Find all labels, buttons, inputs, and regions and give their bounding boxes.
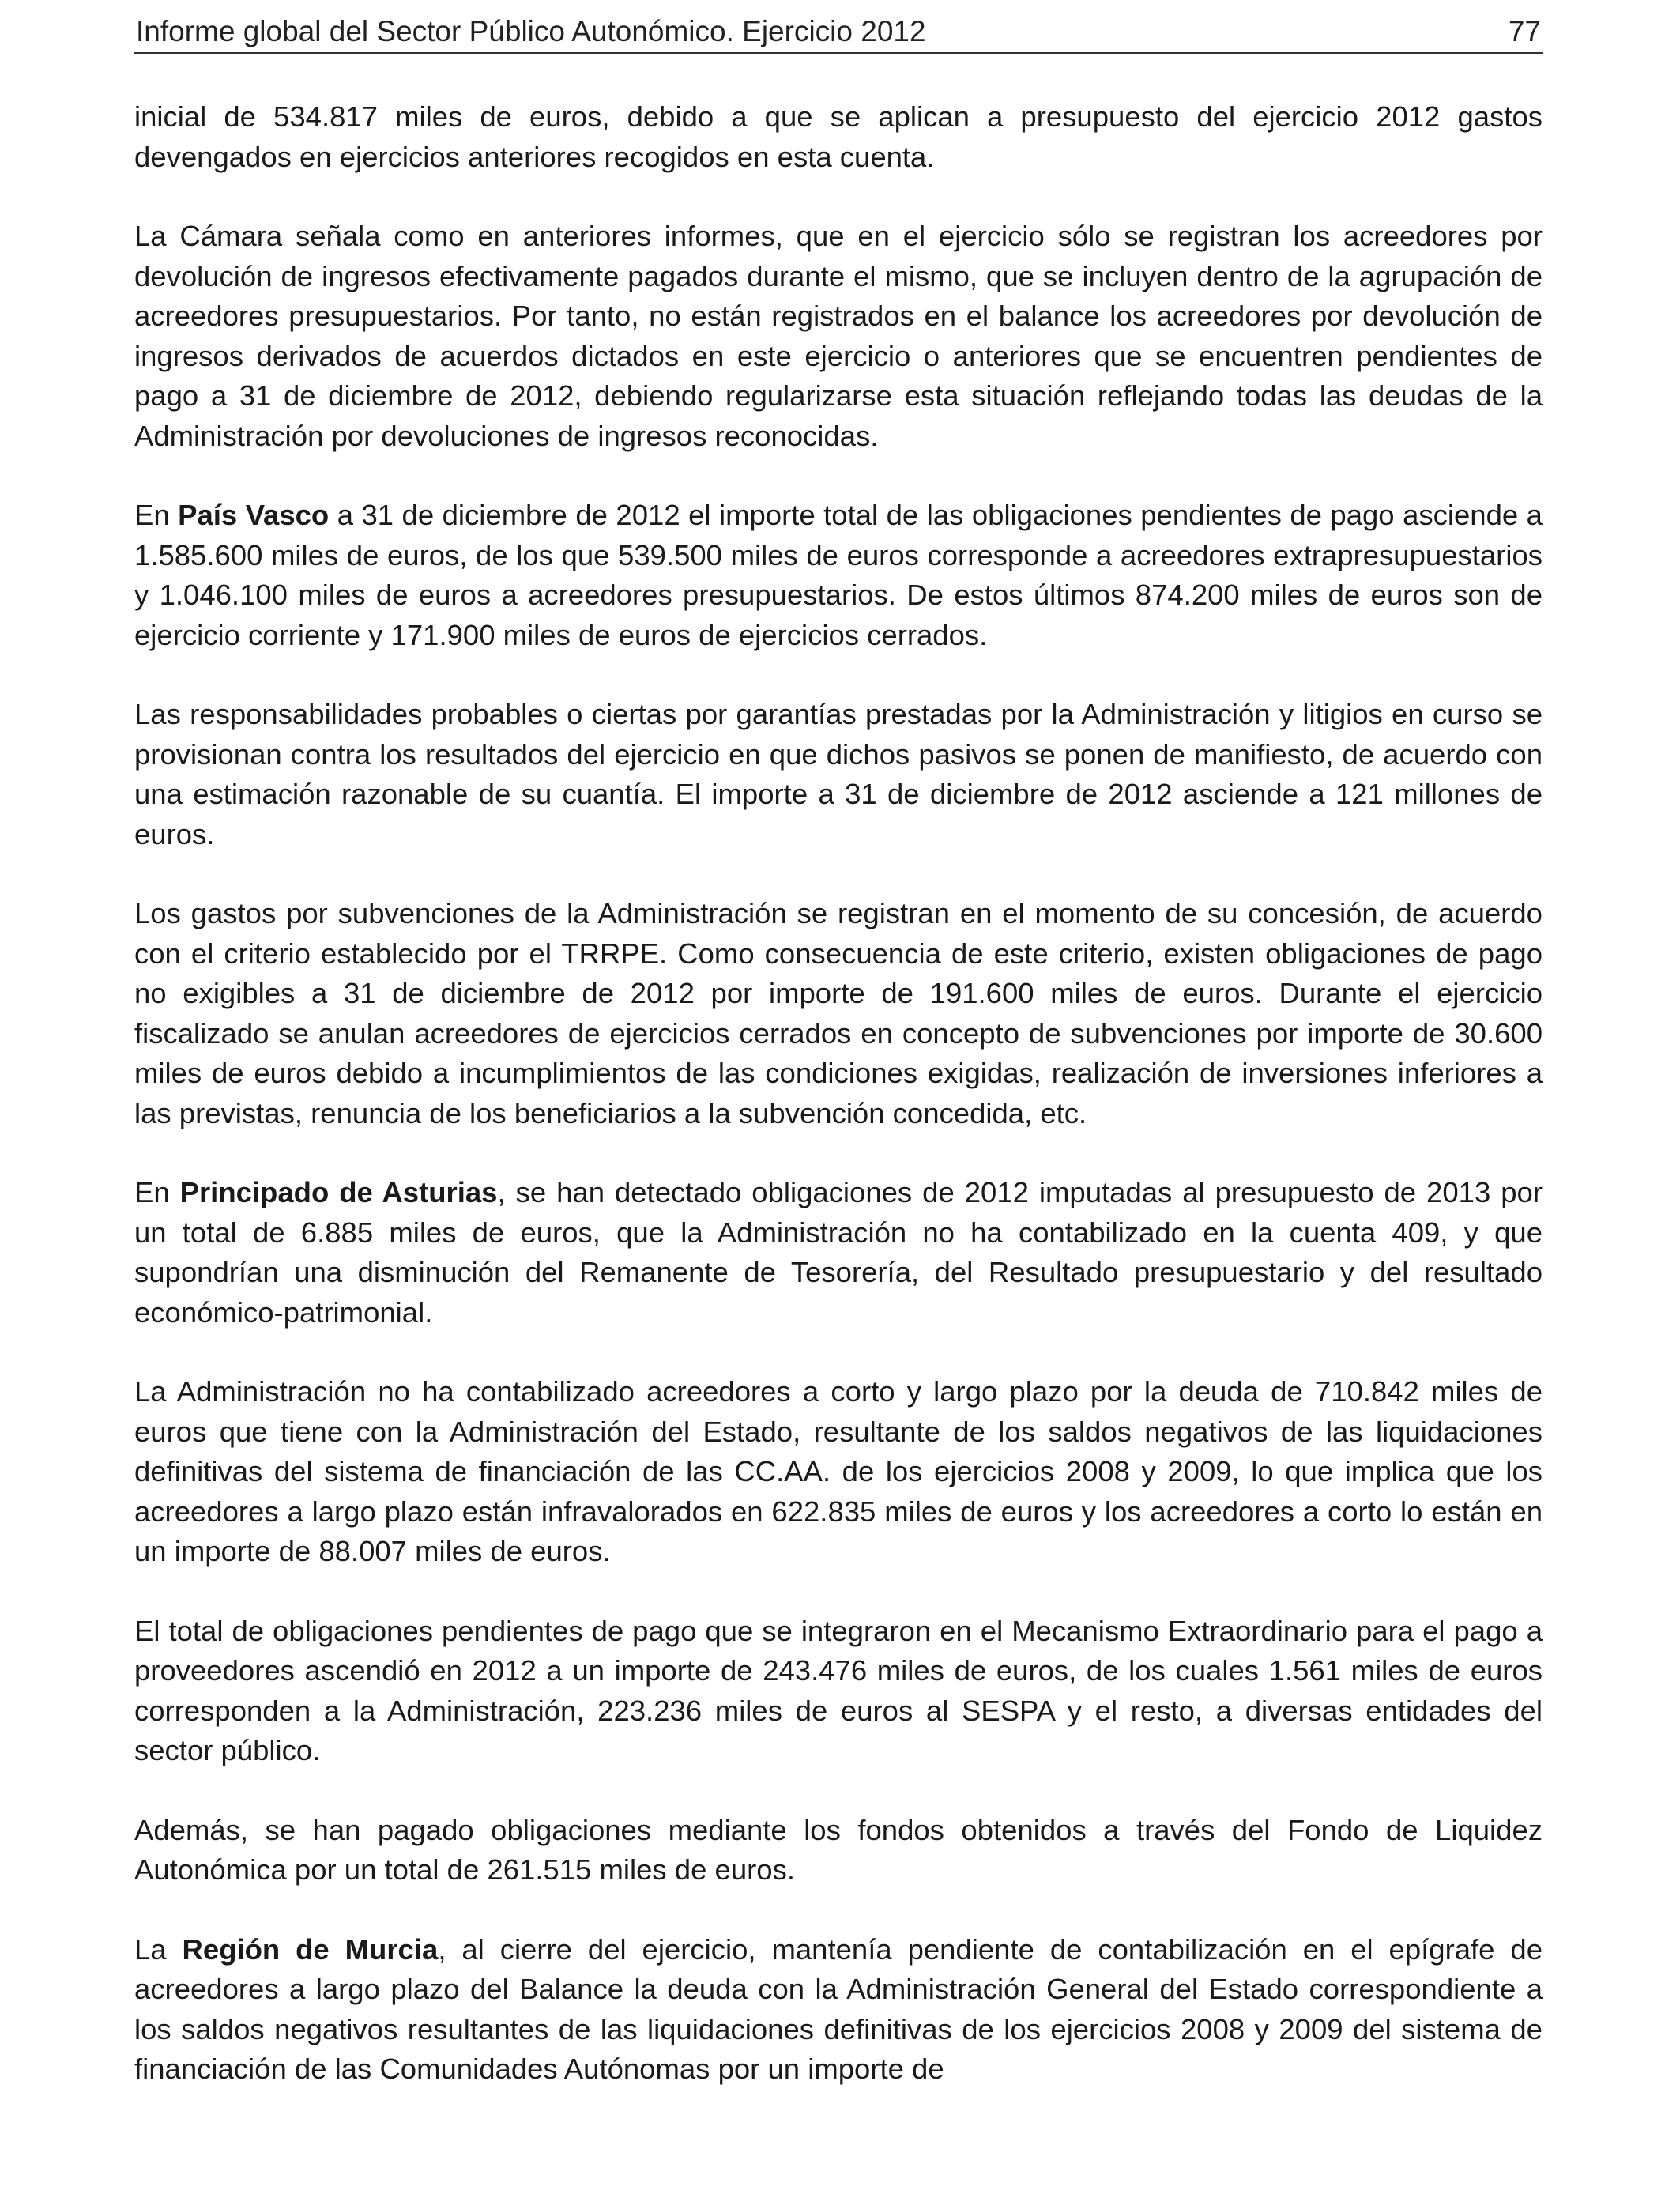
- paragraph-rest: a 31 de diciembre de 2012 el importe total de las obligaciones pendientes de pago asciende a 1.585.600 miles de euros, de los que 539.500 miles de euros corresponde a acreedores extrapresupuestarios y 1.046.100 miles de euros a acreedores presupuestarios. De estos últimos 874.200 miles de euros son de ejercicio corriente y 171.900 miles de euros de ejercicios cerrados.: [134, 499, 1543, 651]
- paragraph-prefix: En: [134, 1176, 180, 1208]
- paragraph-4: Las responsabilidades probables o ciertas por garantías prestadas por la Administración y litigios en curso se provisionan contra los resultados del ejercicio en que dichos pasivos se ponen de manifiesto, de acuerdo con una estimación razonable de su cuantía. El importe a 31 de diciembre de 2012 asciende a 121 millones de euros.: [134, 698, 1543, 850]
- body-text: [134, 97, 1543, 2090]
- region-name-pais-vasco: País Vasco: [178, 499, 330, 531]
- paragraph-9: Además, se han pagado obligaciones mediante los fondos obtenidos a través del Fondo de Liquidez Autonómica por un total de 261.515 miles de euros.: [134, 1813, 1543, 1886]
- document-page: [134, 0, 1543, 2129]
- region-name-asturias: Principado de Asturias: [179, 1176, 498, 1208]
- paragraph-2: La Cámara señala como en anteriores informes, que en el ejercicio sólo se registran los acreedores por devolución de ingresos efectivamente pagados durante el mismo, que se incluyen dentro de la agrupación de acreedores presupuestarios. Por tanto, no están registrados en el balance los acreedores por devolución de ingresos derivados de acuerdos dictados en este ejercicio o anteriores que se encuentren pendientes de pago a 31 de diciembre de 2012, debiendo regularizarse esta situación reflejando todas las deudas de la Administración por devoluciones de ingresos reconocidas.: [134, 220, 1543, 452]
- paragraph-7: La Administración no ha contabilizado acreedores a corto y largo plazo por la deuda de 710.842 miles de euros que tiene con la Administración del Estado, resultante de los saldos negativos de las liquidaciones definitivas del sistema de financiación de las CC.AA. de los ejercicios 2008 y 2009, lo que implica que los acreedores a largo plazo están infravalorados en 622.835 miles de euros y los acreedores a corto lo están en un importe de 88.007 miles de euros.: [134, 1375, 1543, 1567]
- paragraph-prefix: En: [134, 499, 179, 531]
- region-name-murcia: Región de Murcia: [182, 1932, 439, 1966]
- paragraph-1: inicial de 534.817 miles de euros, debido a que se aplican a presupuesto del ejercicio 2012 gastos devengados en ejercicios anteriores recogidos en esta cuenta.: [134, 100, 1543, 173]
- paragraph-5: Los gastos por subvenciones de la Administración se registran en el momento de su concesión, de acuerdo con el criterio establecido por el TRRPE. Como consecuencia de este criterio, existen obligaciones de pago no exigibles a 31 de diciembre de 2012 por importe de 191.600 miles de euros. Durante el ejercicio fiscalizado se anulan acreedores de ejercicios cerrados en concepto de subvenciones por importe de 30.600 miles de euros debido a incumplimientos de las condiciones exigidas, realización de inversiones inferiores a las previstas, renuncia de los beneficiarios a la subvención concedida, etc.: [134, 897, 1543, 1129]
- paragraph-8: El total de obligaciones pendientes de pago que se integraron en el Mecanismo Extraordinario para el pago a proveedores ascendió en 2012 a un importe de 243.476 miles de euros, de los cuales 1.561 miles de euros corresponden a la Administración, 223.236 miles de euros al SESPA y el resto, a diversas entidades del sector público.: [134, 1614, 1543, 1766]
- paragraph-prefix: La: [134, 1932, 183, 1966]
- header-title: Informe global del Sector Público Autonómico. Ejercicio 2012: [136, 15, 926, 47]
- paragraph-asturias: [134, 1173, 1543, 1333]
- page-header: [134, 0, 1543, 54]
- paragraph-rest: , se han detectado obligaciones de 2012 imputadas al presupuesto de 2013 por un total de 6.885 miles de euros, que la Administración no ha contabilizado en la cuenta 409, y que supondrían una disminución del Remanente de Tesorería, del Resultado presupuestario y del resultado económico-patrimonial.: [134, 1176, 1543, 1329]
- paragraph-murcia: [134, 1930, 1543, 2090]
- paragraph-rest: , al cierre del ejercicio, mantenía pendiente de contabilización en el epígrafe de acreedores a largo plazo del Balance la deuda con la Administración General del Estado correspondiente a los saldos negativos resultantes de las liquidaciones definitivas de los ejercicios 2008 y 2009 del sistema de financiación de las Comunidades Autónomas por un importe de: [134, 1932, 1543, 2085]
- page-number: 77: [1508, 15, 1541, 47]
- paragraph-pais-vasco: [134, 496, 1543, 655]
